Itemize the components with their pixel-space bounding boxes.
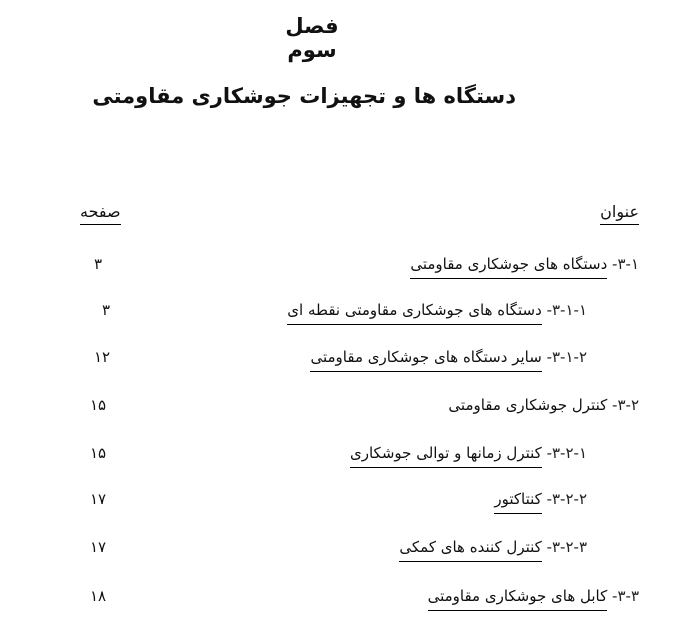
toc-entry-number: ۳-۱-۲- <box>546 348 587 366</box>
toc-entry[interactable] <box>350 443 587 463</box>
toc-entry-title[interactable]: کنترل کننده های کمکی <box>399 538 541 562</box>
toc-entry[interactable] <box>399 537 587 557</box>
toc-header-page: صفحه <box>80 202 121 225</box>
toc-entry-title[interactable]: دستگاه های جوشکاری مقاومتی نقطه ای <box>287 301 542 325</box>
toc-entry-number: ۳-۲-۱- <box>546 444 587 462</box>
toc-entry[interactable] <box>410 254 639 274</box>
toc-entry[interactable] <box>310 347 587 367</box>
toc-entry[interactable] <box>287 300 587 320</box>
toc-entry-page: ۱۲ <box>93 348 111 366</box>
toc-entry-page: ۳ <box>101 301 111 319</box>
toc-entry-title[interactable]: کنترل جوشکاری مقاومتی <box>448 396 608 414</box>
toc-entry[interactable] <box>428 586 639 606</box>
toc-entry-number: ۳-۳- <box>612 587 639 605</box>
toc-entry[interactable] <box>494 489 587 509</box>
toc-entry-title[interactable]: دستگاه های جوشکاری مقاومتی <box>410 255 607 279</box>
toc-entry-page: ۱۷ <box>89 538 107 556</box>
toc-entry-page: ۱۵ <box>89 444 107 462</box>
toc-entry-number: ۳-۱- <box>612 255 639 273</box>
toc-entry-page: ۱۸ <box>89 587 107 605</box>
toc-entry-title[interactable]: سایر دستگاه های جوشکاری مقاومتی <box>310 348 541 372</box>
toc-entry-number: ۳-۱-۱- <box>546 301 587 319</box>
toc-entry-page: ۱۷ <box>89 490 107 508</box>
toc-entry-title[interactable]: کابل های جوشکاری مقاومتی <box>428 587 608 611</box>
chapter-subtitle: دستگاه ها و تجهیزات جوشکاری مقاومتی <box>92 84 516 108</box>
toc-entry-number: ۳-۲-۲- <box>546 490 587 508</box>
chapter-title: فصل سوم <box>285 14 339 62</box>
toc-entry-title[interactable]: کنترل زمانها و توالی جوشکاری <box>350 444 542 468</box>
toc-entry-number: ۳-۲- <box>612 396 639 414</box>
toc-entry-page: ۳ <box>93 255 103 273</box>
toc-entry-title[interactable]: کنتاکتور <box>494 490 541 514</box>
toc-header-title: عنوان <box>600 202 639 225</box>
toc-entry[interactable] <box>448 395 639 415</box>
toc-entry-number: ۳-۲-۳- <box>546 538 587 556</box>
toc-entry-page: ۱۵ <box>89 396 107 414</box>
